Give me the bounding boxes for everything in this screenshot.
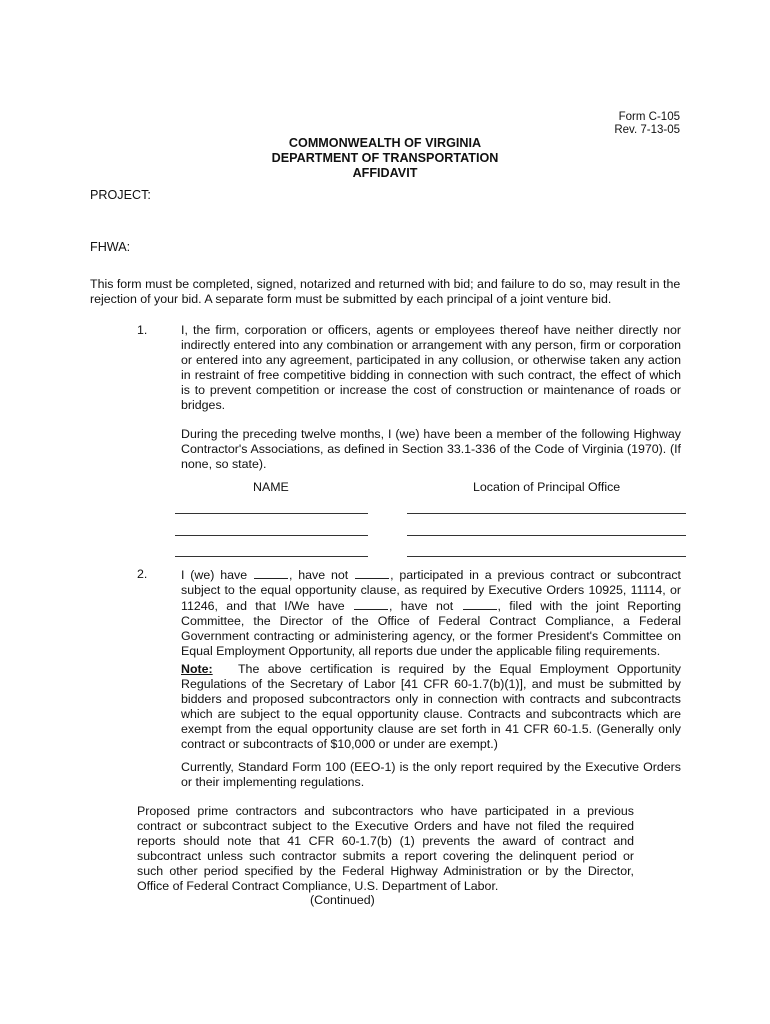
item-2-number: 2.: [137, 567, 148, 581]
fhwa-label: FHWA:: [90, 240, 131, 254]
location-line-2[interactable]: [407, 535, 686, 536]
standard-form-100-text: Currently, Standard Form 100 (EEO-1) is the only report required by the Executive Orders or their implementing regulations.: [181, 760, 681, 789]
closing-paragraph: Proposed prime contractors and subcontractors who have participated in a previous contract or subcontract subject to the Executive Orders and have not filed the required reports should note that 41 CFR 60-1.7(b) (1) prevents the award of contract and subcontract unless such contractor submits a report covering the delinquent period or such other period specified by the Federal Highway Administration or by the Director, Office of Federal Contract Compliance, U.S. Department of Labor.: [137, 804, 634, 893]
have-not-participated-blank[interactable]: [355, 567, 389, 579]
document-header: [0, 136, 770, 181]
name-line-3[interactable]: [175, 556, 368, 557]
project-label: PROJECT:: [90, 188, 151, 202]
name-line-2[interactable]: [175, 535, 368, 536]
have-not-filed-blank[interactable]: [463, 598, 497, 610]
location-line-3[interactable]: [407, 556, 686, 557]
continued-label: (Continued): [310, 893, 375, 907]
item-2-text-1: I (we) have: [181, 568, 248, 582]
item-2-certification: [181, 567, 681, 659]
note-text: The above certification is required by the Equal Employment Opportunity Regulations of the Secretary of Labor [41 CFR 60-1.7(b)(1)], and must be submitted by bidders and proposed subcontractors only in connection with contracts and subcontracts which are subject to the equal opportunity clause. Contracts and subcontracts which are exempt from the equal opportunity clause are set forth in 41 CFR 60-1.5. (Generally only contract or subcontracts of $10,000 or under are exempt.): [181, 662, 681, 751]
item-2-note: [181, 662, 681, 752]
item-1-membership-text: During the preceding twelve months, I (we) have been a member of the following Highway Contractor's Associations, as defined in Section 33.1-336 of the Code of Virginia (1970). (If none, so state).: [181, 427, 681, 471]
item-2-text-4: , have not: [389, 599, 454, 613]
header-commonwealth: COMMONWEALTH OF VIRGINIA: [288, 136, 482, 150]
have-filed-blank[interactable]: [354, 598, 388, 610]
note-label: Note:: [181, 662, 213, 676]
item-2-text-3: , participated in a previous contract or subcontract subject to the equal opportunity clause, as required by Executive Orders 10925, 11114, or 11246, and that I/We have: [181, 568, 682, 613]
form-revision: Rev. 7-13-05: [614, 124, 680, 136]
have-participated-blank[interactable]: [254, 567, 288, 579]
intro-paragraph: This form must be completed, signed, notarized and returned with bid; and failure to do so, may result in the rejection of your bid. A separate form must be submitted by each principal of a joint venture bid.: [90, 277, 681, 306]
column-header-name: NAME: [253, 480, 289, 494]
name-line-1[interactable]: [175, 513, 368, 514]
item-2-text-2: , have not: [288, 568, 349, 582]
header-department: DEPARTMENT OF TRANSPORTATION: [271, 151, 499, 165]
form-identifier: [614, 111, 680, 137]
header-affidavit-title: AFFIDAVIT: [352, 166, 418, 180]
location-line-1[interactable]: [407, 513, 686, 514]
item-2-text-5: , filed with the joint Reporting Committee, the Director of the Office of Federal Contract Compliance, a Federal Government contracting or administering agency, or the former President's Committee on Equal Employment Opportunity, all reports due under the applicable filing requirements.: [181, 599, 681, 658]
item-1-text: I, the firm, corporation or officers, agents or employees thereof have neither directly nor indirectly entered into any combination or arrangement with any person, firm or corporation or entered into any agreement, participated in any collusion, or otherwise taken any action in restraint of free competitive bidding in connection with such contract, the effect of which is to prevent competition or increase the cost of construction or maintenance of roads or bridges.: [181, 323, 681, 412]
form-number: Form C-105: [618, 111, 680, 123]
item-1-number: 1.: [137, 323, 148, 337]
column-header-location: Location of Principal Office: [473, 480, 621, 494]
